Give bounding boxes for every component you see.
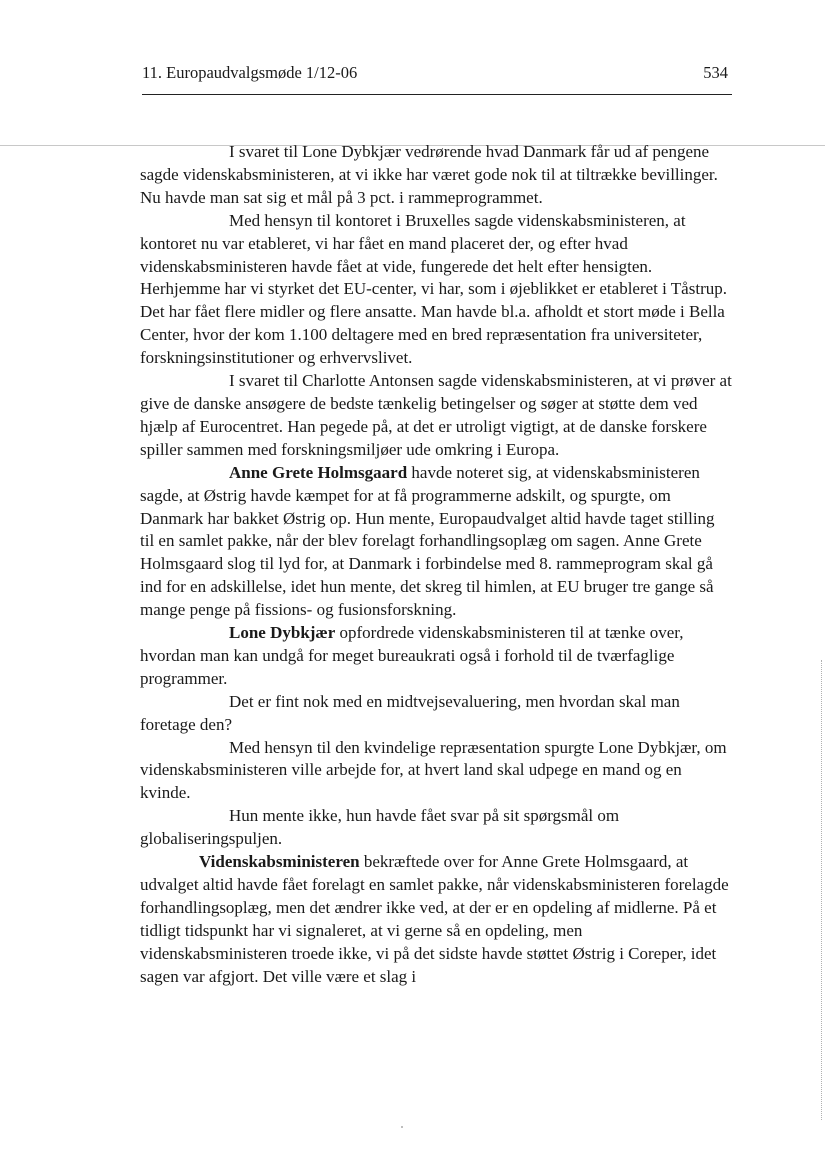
paragraph-text: bekræftede over for Anne Grete Holmsgaard, at udvalget altid havde fået forelagt en samlet pakke, når videnskabsministeren forelagde forhandlingsoplæg, men det ændrer ikke ved, at der er en opdeling af midlerne. På et tidligt tidspunkt har vi signaleret, at vi gerne så en opdeling, men videnskabsministeren troede ikke, vi på det sidste havde støttet Østrig i Coreper, idet sagen var afgjort. Det ville være et slag i: [140, 852, 729, 986]
paragraph-text: opfordrede videnskabsministeren til at tænke over, hvordan man kan undgå for meget bureaukrati også i forhold til de tværfaglige programmer.: [140, 623, 684, 688]
document-body: [140, 141, 732, 989]
speaker-name: Anne Grete Holmsgaard: [229, 462, 408, 482]
paragraph: Med hensyn til kontoret i Bruxelles sagde videnskabsministeren, at kontoret nu var etableret, vi har fået en mand placeret der, og efter hvad videnskabsministeren havde fået at vide, fungerede det helt efter hensigten. Herhjemme har vi styrket det EU-center, vi har, som i øjeblikket er etableret i Tåstrup. Det har fået flere midler og flere ansatte. Man havde bl.a. afholdt et stort møde i Bella Center, hvor der kom 1.100 deltagere med en bred repræsentation fra universiteter, forskningsinstitutioner og erhvervslivet.: [140, 210, 727, 368]
paragraph: [140, 622, 732, 691]
paragraph: I svaret til Charlotte Antonsen sagde videnskabsministeren, at vi prøver at give de danske ansøgere de bedste tænkelig betingelser og søger at støtte dem ved hjælp af Eurocentret. Han pegede på, at det er utroligt vigtigt, at de danske forskere spiller sammen med forskningsmiljøer ude omkring i Europa.: [140, 371, 732, 459]
paragraph: Hun mente ikke, hun havde fået svar på sit spørgsmål om globaliseringspuljen.: [140, 806, 620, 849]
page-number: 534: [703, 63, 728, 82]
scan-dust: [401, 1126, 403, 1128]
paragraph-text: havde noteret sig, at videnskabsministeren sagde, at Østrig havde kæmpet for at få programmerne adskilt, og spurgte, om Danmark har bakket Østrig op. Hun mente, Europaudvalget altid havde taget stilling til en samlet pakke, når der blev forelagt forhandlingsoplæg om sagen. Anne Grete Holmsgaard slog til lyd for, at Danmark i forbindelse med 8. rammeprogram skal gå ind for en adskillelse, idet hun mente, det skreg til himlen, at EU bruger tre gange så mange penge på fissions- og fusionsforskning.: [140, 462, 715, 620]
speaker-name: Videnskabsministeren: [199, 852, 360, 872]
scan-edge-artifact: [820, 660, 822, 1120]
paragraph: I svaret til Lone Dybkjær vedrørende hvad Danmark får ud af pengene sagde videnskabsministeren, at vi ikke har været gode nok til at tiltrække bevillinger. Nu havde man sat sig et mål på 3 pct. i rammeprogrammet.: [140, 142, 718, 207]
header-title: 11. Europaudvalgsmøde 1/12-06: [142, 63, 358, 82]
paragraph: [140, 462, 732, 622]
paragraph: [140, 851, 732, 988]
header-rule: [142, 94, 732, 95]
speaker-name: Lone Dybkjær: [229, 623, 336, 643]
paragraph: Med hensyn til den kvindelige repræsentation spurgte Lone Dybkjær, om videnskabsministeren ville arbejde for, at hvert land skal udpege en mand og en kvinde.: [140, 737, 727, 803]
paragraph: Det er fint nok med en midtvejsevaluering, men hvordan skal man foretage den?: [140, 691, 680, 734]
